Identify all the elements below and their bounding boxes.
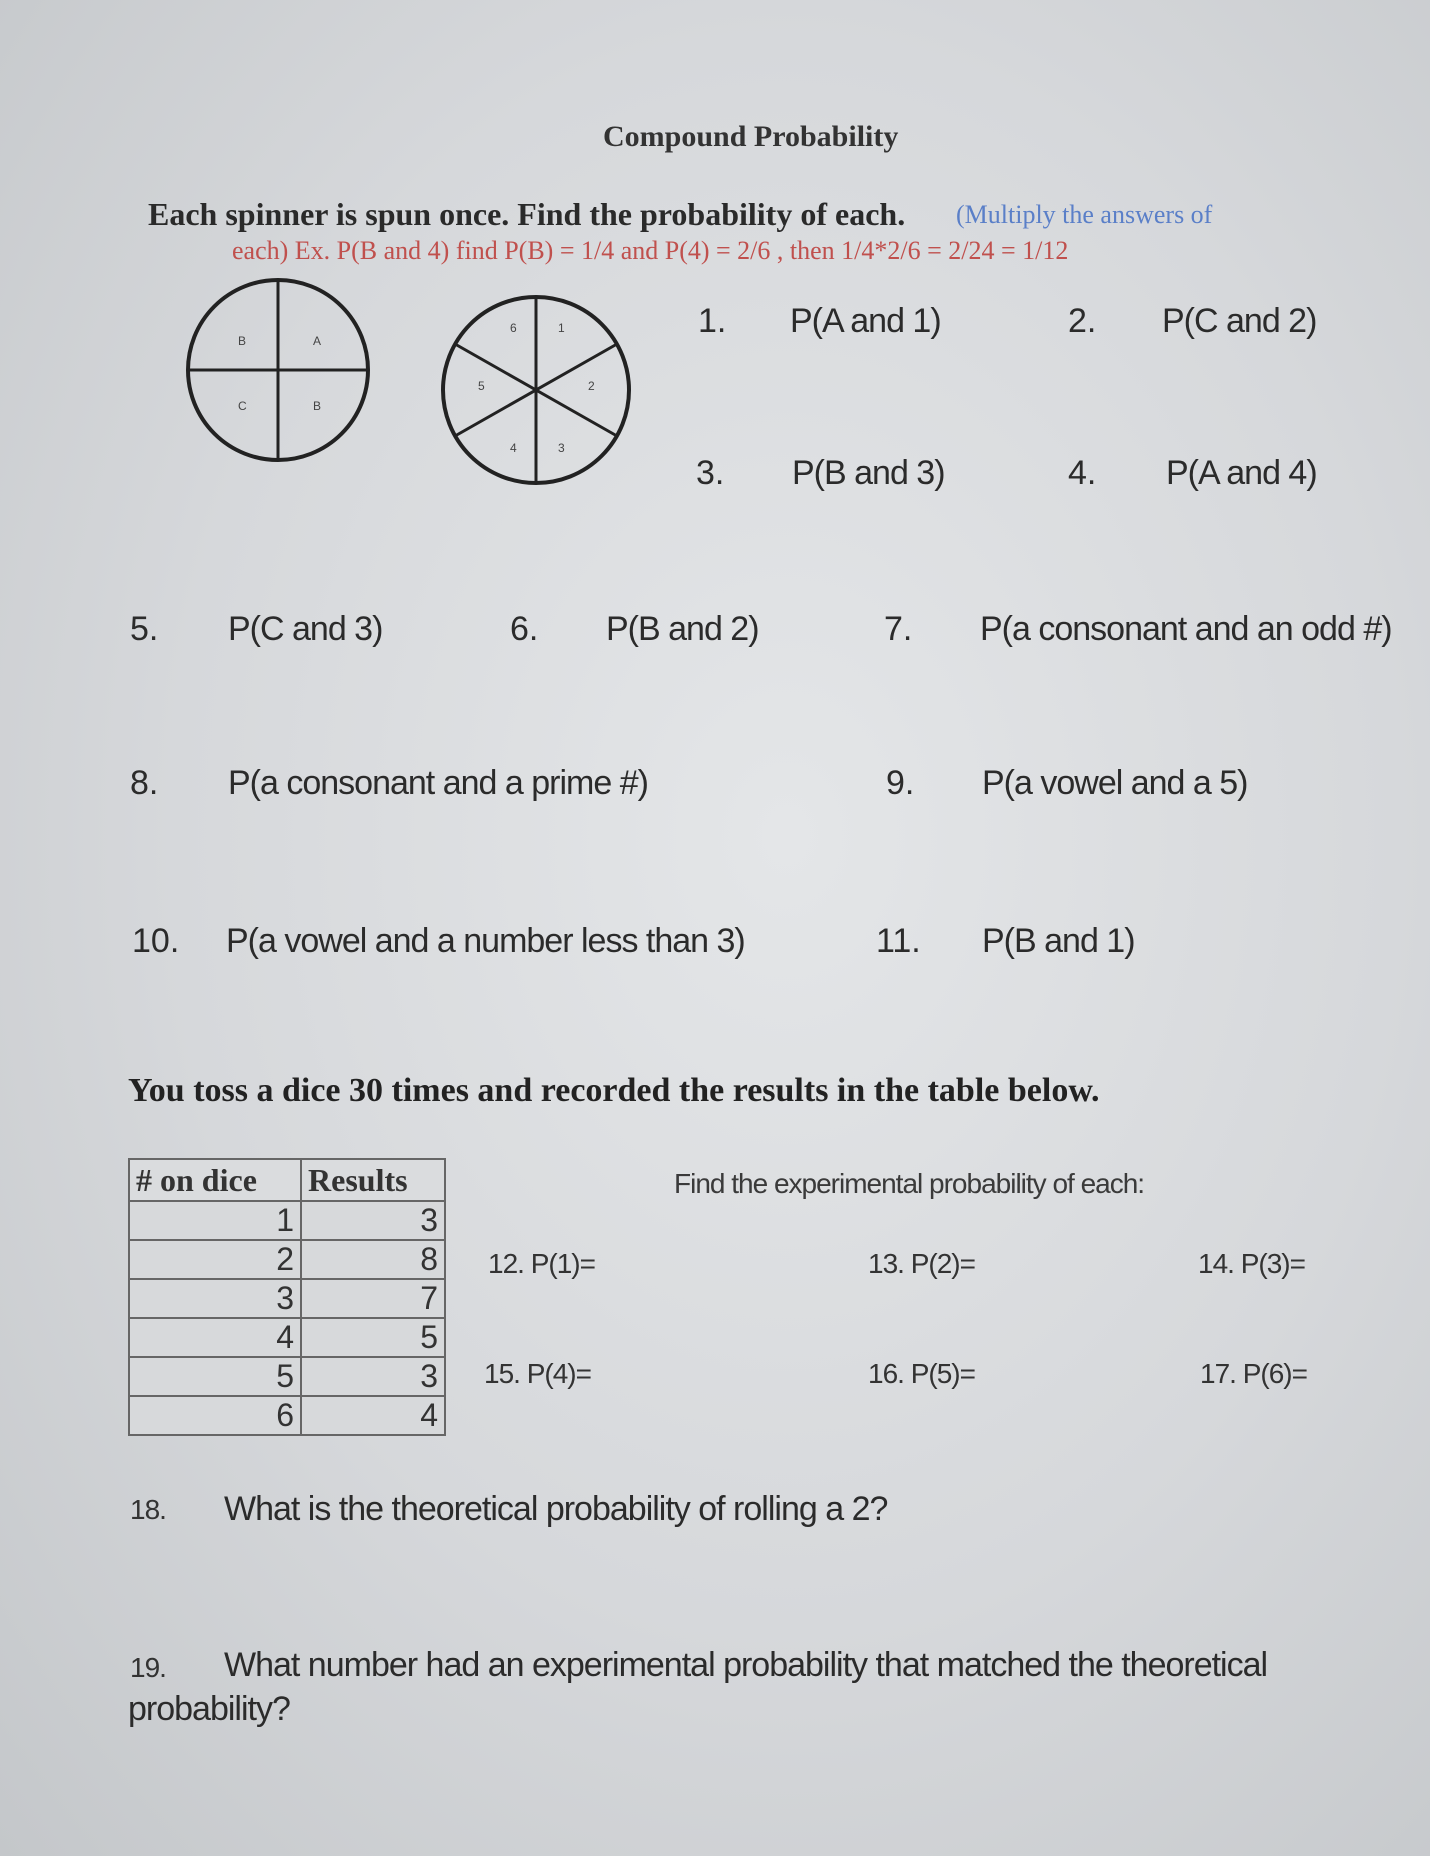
table-row [129, 1201, 445, 1240]
table-row [129, 1396, 445, 1435]
spinner-letters [183, 275, 373, 465]
table-cell-result: 5 [301, 1318, 445, 1357]
spinner-number-4: 4 [510, 441, 517, 455]
question-10-text: P(a vowel and a number less than 3) [226, 922, 745, 960]
question-11-text: P(B and 1) [982, 922, 1135, 960]
spinner-letter-c: C [238, 399, 247, 413]
question-2-text: P(C and 2) [1162, 302, 1317, 340]
table-row [129, 1240, 445, 1279]
table-header-results: Results [301, 1159, 445, 1201]
spinner-number-2: 2 [588, 379, 595, 393]
instructions-note: (Multiply the answers of [956, 200, 1213, 229]
table-cell-result: 3 [301, 1201, 445, 1240]
question-19-number: 19. [130, 1652, 166, 1683]
table-cell-dice: 6 [129, 1396, 301, 1435]
question-14: 14. P(3)= [1198, 1248, 1305, 1279]
question-13: 13. P(2)= [868, 1248, 975, 1279]
question-18-number: 18. [130, 1494, 166, 1525]
question-7-number: 7. [884, 610, 913, 648]
question-7-text: P(a consonant and an odd #) [980, 610, 1392, 648]
question-6-number: 6. [510, 610, 539, 648]
spinner-number-6: 6 [510, 321, 517, 335]
question-19-text: What number had an experimental probability that matched the theoretical [224, 1646, 1268, 1684]
spinner-letter-a: A [313, 334, 322, 348]
table-cell-dice: 1 [129, 1201, 301, 1240]
table-row [129, 1318, 445, 1357]
question-6-text: P(B and 2) [606, 610, 759, 648]
question-8-number: 8. [130, 764, 159, 802]
instructions-text: Each spinner is spun once. Find the probability of each. [148, 196, 906, 232]
question-10-number: 10. [132, 922, 180, 960]
table-cell-dice: 2 [129, 1240, 301, 1279]
question-9-number: 9. [886, 764, 915, 802]
question-19-text-continued: probability? [128, 1690, 290, 1728]
question-5-text: P(C and 3) [228, 610, 383, 648]
question-4-number: 4. [1068, 454, 1097, 492]
table-cell-dice: 3 [129, 1279, 301, 1318]
question-1-text: P(A and 1) [790, 302, 941, 340]
question-16: 16. P(5)= [868, 1358, 975, 1389]
table-header-row [129, 1159, 445, 1201]
question-12: 12. P(1)= [488, 1248, 595, 1279]
question-8-text: P(a consonant and a prime #) [228, 764, 648, 802]
question-18-text: What is the theoretical probability of rolling a 2? [224, 1490, 888, 1528]
question-15: 15. P(4)= [484, 1358, 591, 1389]
table-cell-dice: 5 [129, 1357, 301, 1396]
table-row [129, 1357, 445, 1396]
table-cell-dice: 4 [129, 1318, 301, 1357]
spinner-number-1: 1 [558, 321, 565, 335]
spinner-number-5: 5 [478, 379, 485, 393]
question-9-text: P(a vowel and a 5) [982, 764, 1248, 802]
question-11-number: 11. [876, 922, 921, 960]
table-cell-result: 7 [301, 1279, 445, 1318]
table-cell-result: 3 [301, 1357, 445, 1396]
question-3-number: 3. [696, 454, 725, 492]
find-experimental-text: Find the experimental probability of each: [674, 1168, 1145, 1199]
instructions-example: each) Ex. P(B and 4) find P(B) = 1/4 and P(4) = 2/6 , then 1/4*2/6 = 2/24 = 1/12 [232, 236, 1069, 265]
table-header-dice: # on dice [129, 1159, 301, 1201]
dice-results-table [128, 1158, 446, 1436]
dice-heading: You toss a dice 30 times and recorded the results in the table below. [128, 1072, 1100, 1109]
question-2-number: 2. [1068, 302, 1097, 340]
page-title: Compound Probability [603, 120, 899, 153]
table-row [129, 1279, 445, 1318]
spinner-numbers [438, 292, 634, 488]
spinner-letter-b-bottom: B [313, 399, 322, 413]
question-3-text: P(B and 3) [792, 454, 945, 492]
table-cell-result: 8 [301, 1240, 445, 1279]
question-1-number: 1. [698, 302, 727, 340]
question-5-number: 5. [130, 610, 159, 648]
spinner-number-3: 3 [558, 441, 565, 455]
question-4-text: P(A and 4) [1166, 454, 1317, 492]
table-cell-result: 4 [301, 1396, 445, 1435]
spinner-letter-b-top: B [238, 334, 247, 348]
question-17: 17. P(6)= [1200, 1358, 1307, 1389]
